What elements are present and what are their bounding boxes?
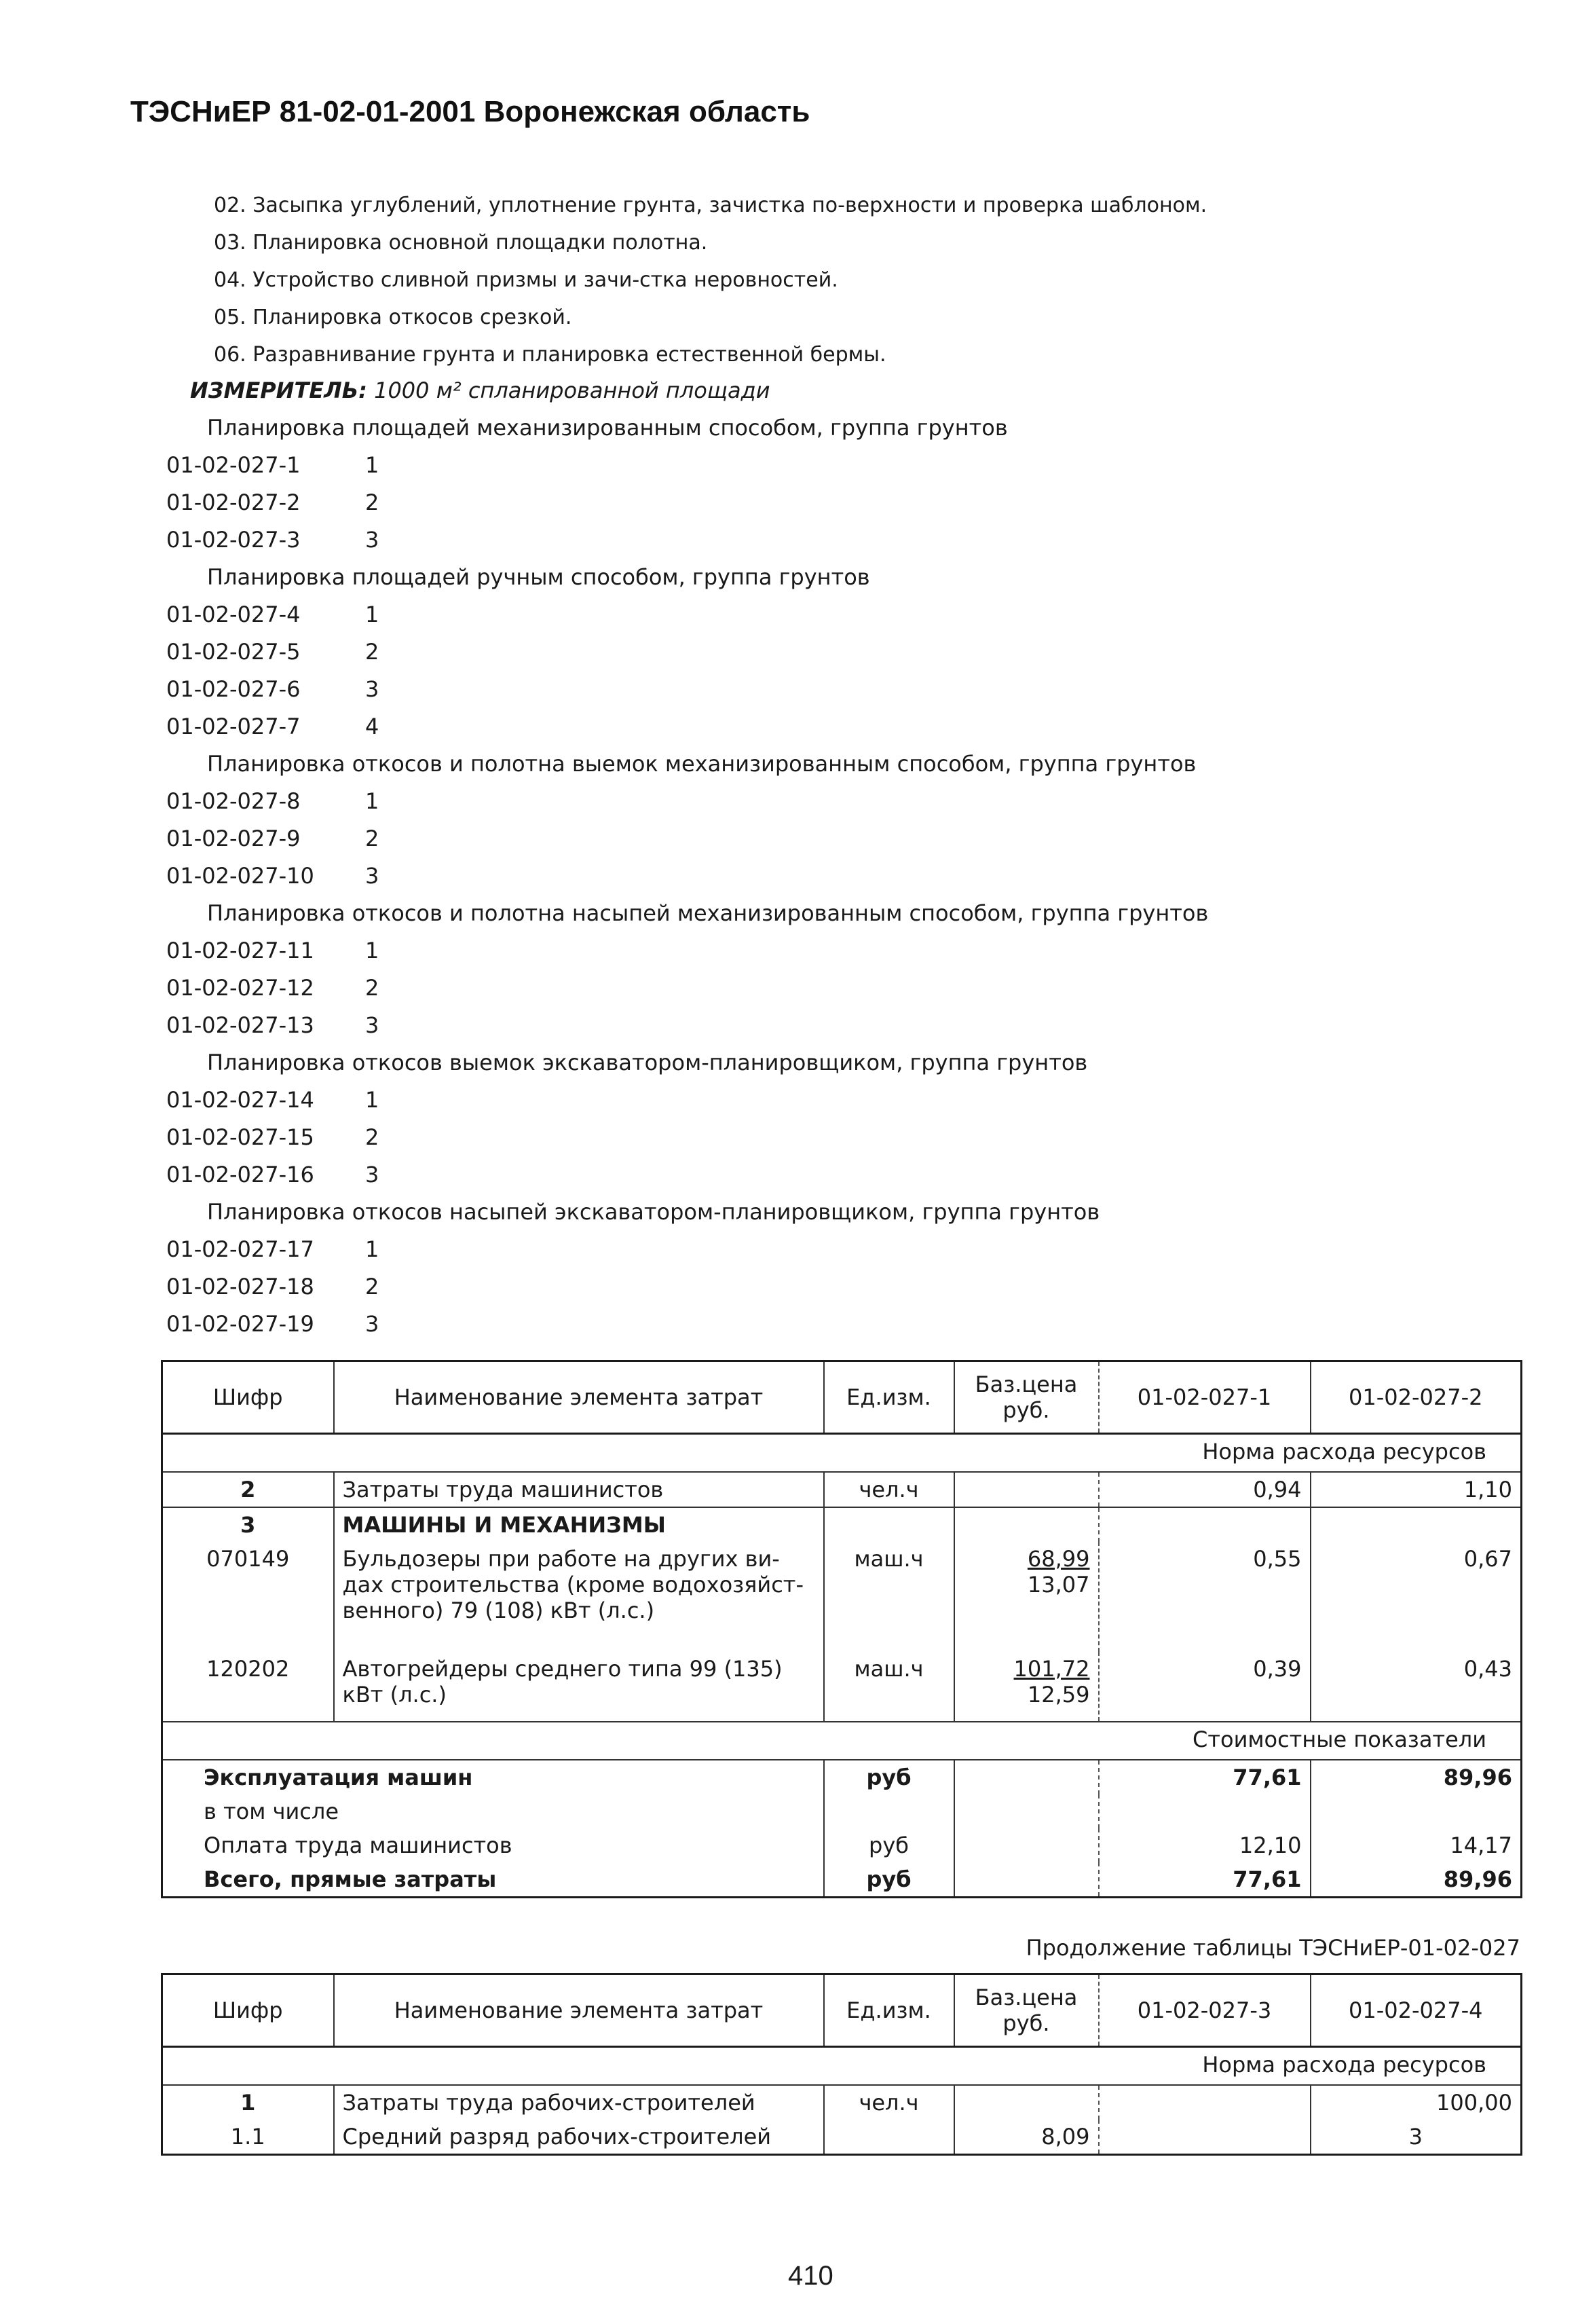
code-row [0, 857, 1576, 895]
row-name: Бульдозеры при работе на других ви-дах строительства (кроме водохозяйст-венного) 79 (108) кВт (л.с.) [334, 1542, 824, 1652]
soil-group-number: 1 [365, 1236, 379, 1262]
row-price [954, 1472, 1099, 1507]
row-name: Эксплуатация машин [204, 1765, 473, 1790]
group-title: Планировка откосов и полотна выемок механизированным способом, группа грунтов [207, 751, 1197, 777]
row-unit: маш.ч [824, 1542, 954, 1652]
code-row [0, 671, 1576, 708]
soil-group-number: 1 [365, 938, 379, 963]
code-row [0, 1231, 1576, 1268]
item-code: 01-02-027-7 [166, 714, 301, 739]
table-row [162, 1862, 1522, 1898]
item-code: 01-02-027-19 [166, 1311, 314, 1337]
item-code: 01-02-027-2 [166, 490, 301, 515]
row-name: Затраты труда машинистов [334, 1472, 824, 1507]
code-row [0, 932, 1576, 970]
soil-group-number: 3 [365, 527, 379, 553]
item-code: 01-02-027-5 [166, 639, 301, 665]
code-row [0, 521, 1576, 559]
soil-group-number: 1 [365, 452, 379, 478]
group-title: Планировка площадей механизированным способом, группа грунтов [207, 415, 1008, 441]
row-name: Средний разряд рабочих-строителей [334, 2120, 824, 2155]
code-row [0, 820, 1576, 857]
header-cipher: Шифр [162, 1361, 334, 1434]
table-row [162, 2120, 1522, 2155]
header-price: Баз.цена руб. [954, 1361, 1099, 1434]
code-row [0, 1268, 1576, 1306]
row-name: Оплата труда машинистов [204, 1832, 512, 1858]
row-value-1: 0,55 [1099, 1542, 1311, 1652]
operation-item: 05. Планировка откосов срезкой. [214, 306, 572, 329]
operation-item: 03. Планировка основной площадки полотна. [214, 231, 708, 255]
row-name: Затраты труда рабочих-строителей [334, 2085, 824, 2120]
section-norm-row [162, 2047, 1522, 2086]
item-code: 01-02-027-4 [166, 602, 301, 627]
row-value-2: 14,17 [1311, 1828, 1522, 1862]
row-unit: руб [824, 1760, 954, 1794]
operations-list [214, 187, 1207, 373]
table-row [162, 1542, 1522, 1652]
soil-group-number: 3 [365, 1162, 379, 1187]
code-row [0, 970, 1576, 1007]
table-row [162, 1794, 1522, 1828]
code-row [0, 708, 1576, 745]
row-value-2: 0,43 [1311, 1652, 1522, 1722]
row-cipher: 1 [240, 2090, 256, 2116]
soil-group-number: 2 [365, 490, 379, 515]
header-cipher: Шифр [162, 1974, 334, 2047]
measure-value: 1000 м² спланированной площади [374, 377, 770, 403]
header-name: Наименование элемента затрат [334, 1361, 824, 1434]
header-unit: Ед.изм. [824, 1361, 954, 1434]
section-norm-row [162, 1434, 1522, 1473]
header-col5: 01-02-027-3 [1099, 1974, 1311, 2047]
item-code: 01-02-027-13 [166, 1012, 314, 1038]
code-row [0, 1082, 1576, 1119]
soil-group-number: 2 [365, 1274, 379, 1299]
row-value-2: 1,10 [1311, 1472, 1522, 1507]
price-value: 101,72 [1013, 1656, 1090, 1682]
row-value-1: 77,61 [1099, 1862, 1311, 1898]
table-header-row [162, 1974, 1522, 2047]
row-value-2: 0,67 [1311, 1542, 1522, 1652]
soil-group-number: 3 [365, 676, 379, 702]
price-value: 68,99 [1027, 1546, 1090, 1572]
operation-item: 02. Засыпка углублений, уплотнение грунта, зачистка по-верхности и проверка шаблоном. [214, 193, 1207, 217]
row-cipher: 2 [240, 1477, 256, 1502]
row-price [954, 1652, 1099, 1722]
soil-group-number: 2 [365, 826, 379, 851]
code-row [0, 447, 1576, 484]
row-unit: чел.ч [824, 1472, 954, 1507]
row-value-2: 89,96 [1311, 1760, 1522, 1794]
section-norm-label: Норма расхода ресурсов [162, 2047, 1522, 2086]
code-row [0, 783, 1576, 820]
code-row [0, 1119, 1576, 1156]
row-unit: маш.ч [824, 1652, 954, 1722]
header-col6: 01-02-027-2 [1311, 1361, 1522, 1434]
row-cipher: 1.1 [230, 2124, 265, 2150]
row-name: Автогрейдеры среднего типа 99 (135) кВт (л.с.) [334, 1652, 824, 1722]
item-code: 01-02-027-18 [166, 1274, 314, 1299]
measure-label: ИЗМЕРИТЕЛЬ: [190, 377, 367, 403]
operation-item: 04. Устройство сливной призмы и зачи-стка неровностей. [214, 268, 838, 292]
item-code: 01-02-027-10 [166, 863, 314, 889]
soil-group-number: 4 [365, 714, 379, 739]
continuation-caption: Продолжение таблицы ТЭСНиЕР-01-02-027 [1026, 1935, 1520, 1961]
table-row [162, 1472, 1522, 1507]
row-value-1: 0,39 [1099, 1652, 1311, 1722]
table-row [162, 1760, 1522, 1794]
operation-item: 06. Разравнивание грунта и планировка естественной бермы. [214, 343, 886, 367]
table-row [162, 1828, 1522, 1862]
group-title: Планировка откосов насыпей экскаватором-планировщиком, группа грунтов [207, 1199, 1100, 1225]
row-cipher: 070149 [206, 1546, 290, 1572]
section-cost-label: Стоимостные показатели [162, 1722, 1522, 1760]
row-value-2: 100,00 [1311, 2085, 1522, 2120]
row-value-2: 3 [1311, 2120, 1522, 2155]
table-row [162, 2085, 1522, 2120]
item-code: 01-02-027-14 [166, 1087, 314, 1113]
section-norm-label: Норма расхода ресурсов [162, 1434, 1522, 1473]
item-code: 01-02-027-12 [166, 975, 314, 1001]
row-name: МАШИНЫ И МЕХАНИЗМЫ [334, 1507, 824, 1542]
row-value-2: 89,96 [1311, 1862, 1522, 1898]
code-row [0, 1156, 1576, 1194]
item-code: 01-02-027-3 [166, 527, 301, 553]
item-code: 01-02-027-15 [166, 1124, 314, 1150]
section-cost-row [162, 1722, 1522, 1760]
soil-group-number: 1 [365, 1087, 379, 1113]
row-value-1: 12,10 [1099, 1828, 1311, 1862]
code-row [0, 484, 1576, 521]
soil-group-number: 2 [365, 1124, 379, 1150]
row-name: Всего, прямые затраты [204, 1866, 497, 1892]
row-price: 8,09 [954, 2120, 1099, 2155]
soil-group-number: 1 [365, 602, 379, 627]
item-code: 01-02-027-1 [166, 452, 301, 478]
page-number: 410 [788, 2261, 833, 2291]
item-code: 01-02-027-9 [166, 826, 301, 851]
group-title: Планировка откосов и полотна насыпей механизированным способом, группа грунтов [207, 900, 1209, 926]
item-code: 01-02-027-16 [166, 1162, 314, 1187]
resources-table-1 [161, 1360, 1522, 1898]
code-row [0, 596, 1576, 633]
header-unit: Ед.изм. [824, 1974, 954, 2047]
work-groups [0, 409, 1576, 1343]
measure-line [190, 377, 770, 403]
resources-table-2 [161, 1973, 1522, 2156]
code-row [0, 633, 1576, 671]
row-price [954, 1542, 1099, 1652]
price-value-secondary: 13,07 [1027, 1572, 1090, 1598]
table-header-row [162, 1361, 1522, 1434]
row-unit: чел.ч [824, 2085, 954, 2120]
soil-group-number: 2 [365, 639, 379, 665]
price-value-secondary: 12,59 [1027, 1682, 1090, 1708]
soil-group-number: 3 [365, 863, 379, 889]
page-header: ТЭСНиЕР 81-02-01-2001 Воронежская область [130, 95, 810, 128]
soil-group-number: 2 [365, 975, 379, 1001]
code-row [0, 1306, 1576, 1343]
item-code: 01-02-027-11 [166, 938, 314, 963]
soil-group-number: 3 [365, 1311, 379, 1337]
code-row [0, 1007, 1576, 1044]
group-title: Планировка откосов выемок экскаватором-планировщиком, группа грунтов [207, 1050, 1088, 1075]
row-cipher: 3 [240, 1512, 256, 1538]
header-col5: 01-02-027-1 [1099, 1361, 1311, 1434]
soil-group-number: 1 [365, 788, 379, 814]
row-value-1: 0,94 [1099, 1472, 1311, 1507]
row-name: в том числе [204, 1799, 339, 1824]
row-unit: руб [824, 1828, 954, 1862]
item-code: 01-02-027-8 [166, 788, 301, 814]
header-name: Наименование элемента затрат [334, 1974, 824, 2047]
table-row [162, 1652, 1522, 1722]
item-code: 01-02-027-17 [166, 1236, 314, 1262]
soil-group-number: 3 [365, 1012, 379, 1038]
group-title: Планировка площадей ручным способом, группа грунтов [207, 564, 870, 590]
row-cipher: 120202 [206, 1656, 290, 1682]
table-row [162, 1507, 1522, 1542]
item-code: 01-02-027-6 [166, 676, 301, 702]
header-price: Баз.цена руб. [954, 1974, 1099, 2047]
row-value-1: 77,61 [1099, 1760, 1311, 1794]
header-col6: 01-02-027-4 [1311, 1974, 1522, 2047]
row-unit: руб [824, 1862, 954, 1898]
